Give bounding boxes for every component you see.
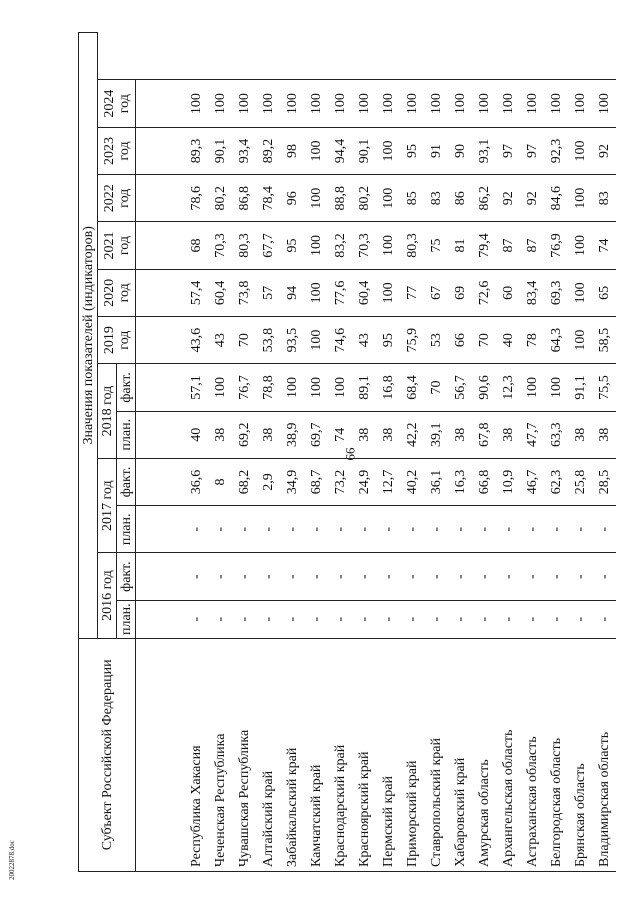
- value-cell: 83: [592, 175, 616, 222]
- value-cell: -: [376, 600, 400, 638]
- value-cell: 100: [568, 316, 592, 363]
- value-cell: 57: [256, 269, 280, 316]
- value-cell: 43: [208, 316, 232, 363]
- value-cell: -: [136, 506, 209, 553]
- value-cell: 74: [328, 411, 352, 458]
- value-cell: 43: [352, 316, 376, 363]
- value-cell: 100: [304, 80, 328, 127]
- value-cell: 89,2: [256, 127, 280, 174]
- value-cell: 67,8: [472, 411, 496, 458]
- value-cell: 96: [280, 175, 304, 222]
- value-cell: -: [376, 553, 400, 600]
- value-cell: 76,9: [544, 222, 568, 269]
- value-cell: 16,8: [376, 364, 400, 411]
- value-cell: 72,6: [472, 269, 496, 316]
- value-cell: 90,1: [352, 127, 376, 174]
- year-2020-header: 2020 год: [98, 269, 136, 316]
- value-cell: 100: [520, 364, 544, 411]
- value-cell: 91,1: [568, 364, 592, 411]
- value-cell: -: [136, 600, 209, 638]
- value-cell: 70,3: [352, 222, 376, 269]
- value-cell: 69,2: [232, 411, 256, 458]
- value-cell: 87: [496, 222, 520, 269]
- value-cell: 78,4: [256, 175, 280, 222]
- value-cell: -: [568, 600, 592, 638]
- table-row: [520, 33, 544, 872]
- subject-name-cell: Брянская область: [568, 638, 592, 871]
- value-cell: 90: [448, 127, 472, 174]
- value-cell: 83,2: [328, 222, 352, 269]
- value-cell: 90,1: [208, 127, 232, 174]
- value-cell: 68,2: [232, 458, 256, 505]
- value-cell: 38: [448, 411, 472, 458]
- value-cell: 100: [568, 222, 592, 269]
- table-row: [544, 33, 568, 872]
- subject-name-cell: Амурская область: [472, 638, 496, 871]
- table-row: [448, 33, 472, 872]
- value-cell: -: [544, 553, 568, 600]
- value-cell: 94,4: [328, 127, 352, 174]
- value-cell: 78: [520, 316, 544, 363]
- value-cell: -: [376, 506, 400, 553]
- table-row: [280, 33, 304, 872]
- value-cell: -: [232, 600, 256, 638]
- value-cell: -: [328, 506, 352, 553]
- subject-name-cell: Алтайский край: [256, 638, 280, 871]
- value-cell: 38,9: [280, 411, 304, 458]
- year-2021-header: 2021 год: [98, 222, 136, 269]
- value-cell: 85: [400, 175, 424, 222]
- subject-name-cell: Астраханская область: [520, 638, 544, 871]
- value-cell: 100: [568, 80, 592, 127]
- value-cell: 95: [400, 127, 424, 174]
- value-cell: 100: [304, 175, 328, 222]
- value-cell: 28,5: [592, 458, 616, 505]
- value-cell: 75,9: [400, 316, 424, 363]
- table-row: [208, 33, 232, 872]
- value-cell: 74: [592, 222, 616, 269]
- value-cell: -: [232, 506, 256, 553]
- value-cell: 68: [136, 222, 209, 269]
- value-cell: 24,9: [352, 458, 376, 505]
- subject-name-cell: Чувашская Республика: [232, 638, 256, 871]
- value-cell: 100: [376, 222, 400, 269]
- table-row: [328, 33, 352, 872]
- value-cell: 68,7: [304, 458, 328, 505]
- value-cell: -: [520, 600, 544, 638]
- indicator-group-header: Значения показателей (индикаторов): [79, 33, 98, 639]
- value-cell: 69,7: [304, 411, 328, 458]
- value-cell: 100: [304, 222, 328, 269]
- value-cell: 100: [376, 269, 400, 316]
- subject-name-cell: Хабаровский край: [448, 638, 472, 871]
- value-cell: 57,4: [136, 269, 209, 316]
- subject-name-cell: Пермский край: [376, 638, 400, 871]
- table-row: [400, 33, 424, 872]
- value-cell: 93,5: [280, 316, 304, 363]
- value-cell: 77: [400, 269, 424, 316]
- value-cell: -: [328, 553, 352, 600]
- value-cell: 84,6: [544, 175, 568, 222]
- value-cell: 46,7: [520, 458, 544, 505]
- value-cell: 89,3: [136, 127, 209, 174]
- value-cell: 16,3: [448, 458, 472, 505]
- value-cell: 100: [136, 80, 209, 127]
- value-cell: 92: [496, 175, 520, 222]
- value-cell: 95: [280, 222, 304, 269]
- value-cell: 63,3: [544, 411, 568, 458]
- value-cell: -: [328, 600, 352, 638]
- value-cell: -: [208, 506, 232, 553]
- value-cell: 92: [520, 175, 544, 222]
- subject-name-cell: Приморский край: [400, 638, 424, 871]
- value-cell: -: [208, 553, 232, 600]
- value-cell: 100: [376, 80, 400, 127]
- value-cell: -: [496, 600, 520, 638]
- value-cell: 67: [424, 269, 448, 316]
- value-cell: -: [472, 600, 496, 638]
- subject-name-cell: Белгородская область: [544, 638, 568, 871]
- value-cell: -: [448, 553, 472, 600]
- value-cell: 70: [232, 316, 256, 363]
- value-cell: 38: [352, 411, 376, 458]
- value-cell: 36,1: [424, 458, 448, 505]
- table-row: [592, 33, 616, 872]
- value-cell: 83: [424, 175, 448, 222]
- value-cell: 25,8: [568, 458, 592, 505]
- year-2022-header: 2022 год: [98, 175, 136, 222]
- value-cell: -: [304, 600, 328, 638]
- value-cell: 64,3: [544, 316, 568, 363]
- value-cell: -: [448, 506, 472, 553]
- value-cell: 60,4: [352, 269, 376, 316]
- table-row: [376, 33, 400, 872]
- year-2017-header: 2017 год: [98, 458, 117, 553]
- value-cell: -: [472, 553, 496, 600]
- value-cell: -: [568, 506, 592, 553]
- value-cell: 86,8: [232, 175, 256, 222]
- value-cell: 100: [544, 80, 568, 127]
- value-cell: 56,7: [448, 364, 472, 411]
- table-row: [352, 33, 376, 872]
- value-cell: 53,8: [256, 316, 280, 363]
- value-cell: 40: [496, 316, 520, 363]
- value-cell: 38: [568, 411, 592, 458]
- value-cell: 100: [232, 80, 256, 127]
- value-cell: 65: [592, 269, 616, 316]
- value-cell: -: [208, 600, 232, 638]
- value-cell: 12,7: [376, 458, 400, 505]
- value-cell: 100: [256, 80, 280, 127]
- indicators-table: [78, 32, 616, 872]
- value-cell: 60,4: [208, 269, 232, 316]
- value-cell: 100: [496, 80, 520, 127]
- year-2016-header: 2016 год: [98, 553, 117, 638]
- value-cell: 93,4: [232, 127, 256, 174]
- value-cell: 100: [400, 80, 424, 127]
- subject-name-cell: Забайкальский край: [280, 638, 304, 871]
- table-body: [136, 33, 617, 872]
- value-cell: 73,2: [328, 458, 352, 505]
- value-cell: 100: [544, 364, 568, 411]
- value-cell: -: [280, 553, 304, 600]
- value-cell: 100: [568, 269, 592, 316]
- value-cell: 74,6: [328, 316, 352, 363]
- value-cell: 38: [256, 411, 280, 458]
- value-cell: 86: [448, 175, 472, 222]
- value-cell: -: [568, 553, 592, 600]
- value-cell: 8: [208, 458, 232, 505]
- year-2024-header: 2024 год: [98, 80, 136, 127]
- value-cell: 66: [448, 316, 472, 363]
- value-cell: 58,5: [592, 316, 616, 363]
- value-cell: 67,7: [256, 222, 280, 269]
- value-cell: 100: [376, 127, 400, 174]
- value-cell: 100: [280, 80, 304, 127]
- value-cell: -: [496, 506, 520, 553]
- value-cell: -: [592, 600, 616, 638]
- value-cell: 78,6: [136, 175, 209, 222]
- value-cell: -: [232, 553, 256, 600]
- value-cell: 80,3: [400, 222, 424, 269]
- table-row: [424, 33, 448, 872]
- value-cell: 68,4: [400, 364, 424, 411]
- value-cell: -: [424, 506, 448, 553]
- value-cell: 69,3: [544, 269, 568, 316]
- value-cell: 100: [520, 80, 544, 127]
- value-cell: -: [472, 506, 496, 553]
- value-cell: 97: [520, 127, 544, 174]
- value-cell: -: [592, 553, 616, 600]
- subject-name-cell: Чеченская Республика: [208, 638, 232, 871]
- value-cell: 100: [304, 364, 328, 411]
- subject-name-cell: Архангельская область: [496, 638, 520, 871]
- subject-name-cell: Красноярский край: [352, 638, 376, 871]
- value-cell: 10,9: [496, 458, 520, 505]
- value-cell: 94: [280, 269, 304, 316]
- value-cell: 97: [496, 127, 520, 174]
- value-cell: 78,8: [256, 364, 280, 411]
- value-cell: 34,9: [280, 458, 304, 505]
- plan-2017-header: план.: [117, 506, 136, 553]
- value-cell: -: [544, 506, 568, 553]
- value-cell: 100: [568, 175, 592, 222]
- value-cell: 93,1: [472, 127, 496, 174]
- value-cell: 70: [472, 316, 496, 363]
- value-cell: 80,2: [208, 175, 232, 222]
- value-cell: -: [592, 506, 616, 553]
- value-cell: -: [280, 506, 304, 553]
- value-cell: -: [256, 600, 280, 638]
- value-cell: 80,2: [352, 175, 376, 222]
- subject-name-cell: Камчатский край: [304, 638, 328, 871]
- value-cell: 90,6: [472, 364, 496, 411]
- value-cell: -: [400, 506, 424, 553]
- table-row: [568, 33, 592, 872]
- value-cell: 100: [448, 80, 472, 127]
- fact-2017-header: факт.: [117, 458, 136, 505]
- value-cell: 81: [448, 222, 472, 269]
- value-cell: 92: [592, 127, 616, 174]
- value-cell: 73,8: [232, 269, 256, 316]
- value-cell: -: [352, 553, 376, 600]
- value-cell: 100: [568, 127, 592, 174]
- value-cell: 40: [136, 411, 209, 458]
- value-cell: 80,3: [232, 222, 256, 269]
- value-cell: -: [544, 600, 568, 638]
- value-cell: 47,7: [520, 411, 544, 458]
- value-cell: 62,3: [544, 458, 568, 505]
- value-cell: -: [424, 553, 448, 600]
- value-cell: -: [424, 600, 448, 638]
- plan-2016-header: план.: [117, 600, 136, 638]
- value-cell: 75,5: [592, 364, 616, 411]
- fact-2016-header: факт.: [117, 553, 136, 600]
- value-cell: 87: [520, 222, 544, 269]
- subject-name-cell: Владимирская область: [592, 638, 616, 871]
- subject-header: Субъект Российской Федерации: [79, 638, 136, 871]
- year-2018-header: 2018 год: [98, 364, 117, 459]
- value-cell: 38: [496, 411, 520, 458]
- value-cell: 100: [352, 80, 376, 127]
- table-row: [256, 33, 280, 872]
- value-cell: 100: [376, 175, 400, 222]
- value-cell: -: [280, 600, 304, 638]
- value-cell: 2,9: [256, 458, 280, 505]
- value-cell: -: [136, 553, 209, 600]
- value-cell: 86,2: [472, 175, 496, 222]
- value-cell: 39,1: [424, 411, 448, 458]
- value-cell: -: [304, 506, 328, 553]
- value-cell: 83,4: [520, 269, 544, 316]
- value-cell: -: [256, 553, 280, 600]
- value-cell: 100: [328, 80, 352, 127]
- value-cell: 36,6: [136, 458, 209, 505]
- value-cell: -: [448, 600, 472, 638]
- value-cell: 91: [424, 127, 448, 174]
- subject-name-cell: Республика Хакасия: [136, 638, 209, 871]
- value-cell: 100: [592, 80, 616, 127]
- value-cell: -: [352, 600, 376, 638]
- subject-name-cell: Краснодарский край: [328, 638, 352, 871]
- value-cell: 66,8: [472, 458, 496, 505]
- value-cell: -: [304, 553, 328, 600]
- table-row: [472, 33, 496, 872]
- value-cell: 100: [424, 80, 448, 127]
- value-cell: 100: [304, 269, 328, 316]
- value-cell: 100: [208, 364, 232, 411]
- value-cell: 76,7: [232, 364, 256, 411]
- value-cell: -: [520, 506, 544, 553]
- value-cell: 98: [280, 127, 304, 174]
- value-cell: 75: [424, 222, 448, 269]
- subject-name-cell: Ставропольский край: [424, 638, 448, 871]
- value-cell: -: [256, 506, 280, 553]
- plan-2018-header: план.: [117, 411, 136, 458]
- page-number: 66: [342, 447, 357, 461]
- value-cell: -: [400, 553, 424, 600]
- year-2023-header: 2023 год: [98, 127, 136, 174]
- value-cell: 92,3: [544, 127, 568, 174]
- value-cell: -: [352, 506, 376, 553]
- value-cell: 100: [304, 316, 328, 363]
- year-2019-header: 2019 год: [98, 316, 136, 363]
- value-cell: 70,3: [208, 222, 232, 269]
- value-cell: 38: [592, 411, 616, 458]
- value-cell: 57,1: [136, 364, 209, 411]
- value-cell: 40,2: [400, 458, 424, 505]
- value-cell: 69: [448, 269, 472, 316]
- value-cell: 43,6: [136, 316, 209, 363]
- table-row: [136, 33, 209, 872]
- rotated-table-container: [78, 32, 612, 872]
- table-row: [304, 33, 328, 872]
- value-cell: 100: [280, 364, 304, 411]
- value-cell: 79,4: [472, 222, 496, 269]
- footer-file-name: 20022878.doc: [8, 840, 16, 880]
- value-cell: 12,3: [496, 364, 520, 411]
- value-cell: 100: [208, 80, 232, 127]
- value-cell: 77,6: [328, 269, 352, 316]
- value-cell: 38: [208, 411, 232, 458]
- value-cell: 100: [304, 127, 328, 174]
- value-cell: 60: [496, 269, 520, 316]
- value-cell: 38: [376, 411, 400, 458]
- value-cell: 100: [328, 364, 352, 411]
- value-cell: 42,2: [400, 411, 424, 458]
- value-cell: 89,1: [352, 364, 376, 411]
- value-cell: 95: [376, 316, 400, 363]
- value-cell: 70: [424, 364, 448, 411]
- value-cell: 100: [472, 80, 496, 127]
- value-cell: -: [520, 553, 544, 600]
- value-cell: -: [400, 600, 424, 638]
- table-row: [232, 33, 256, 872]
- fact-2018-header: факт.: [117, 364, 136, 411]
- value-cell: 88,8: [328, 175, 352, 222]
- value-cell: 53: [424, 316, 448, 363]
- table-row: [496, 33, 520, 872]
- value-cell: -: [496, 553, 520, 600]
